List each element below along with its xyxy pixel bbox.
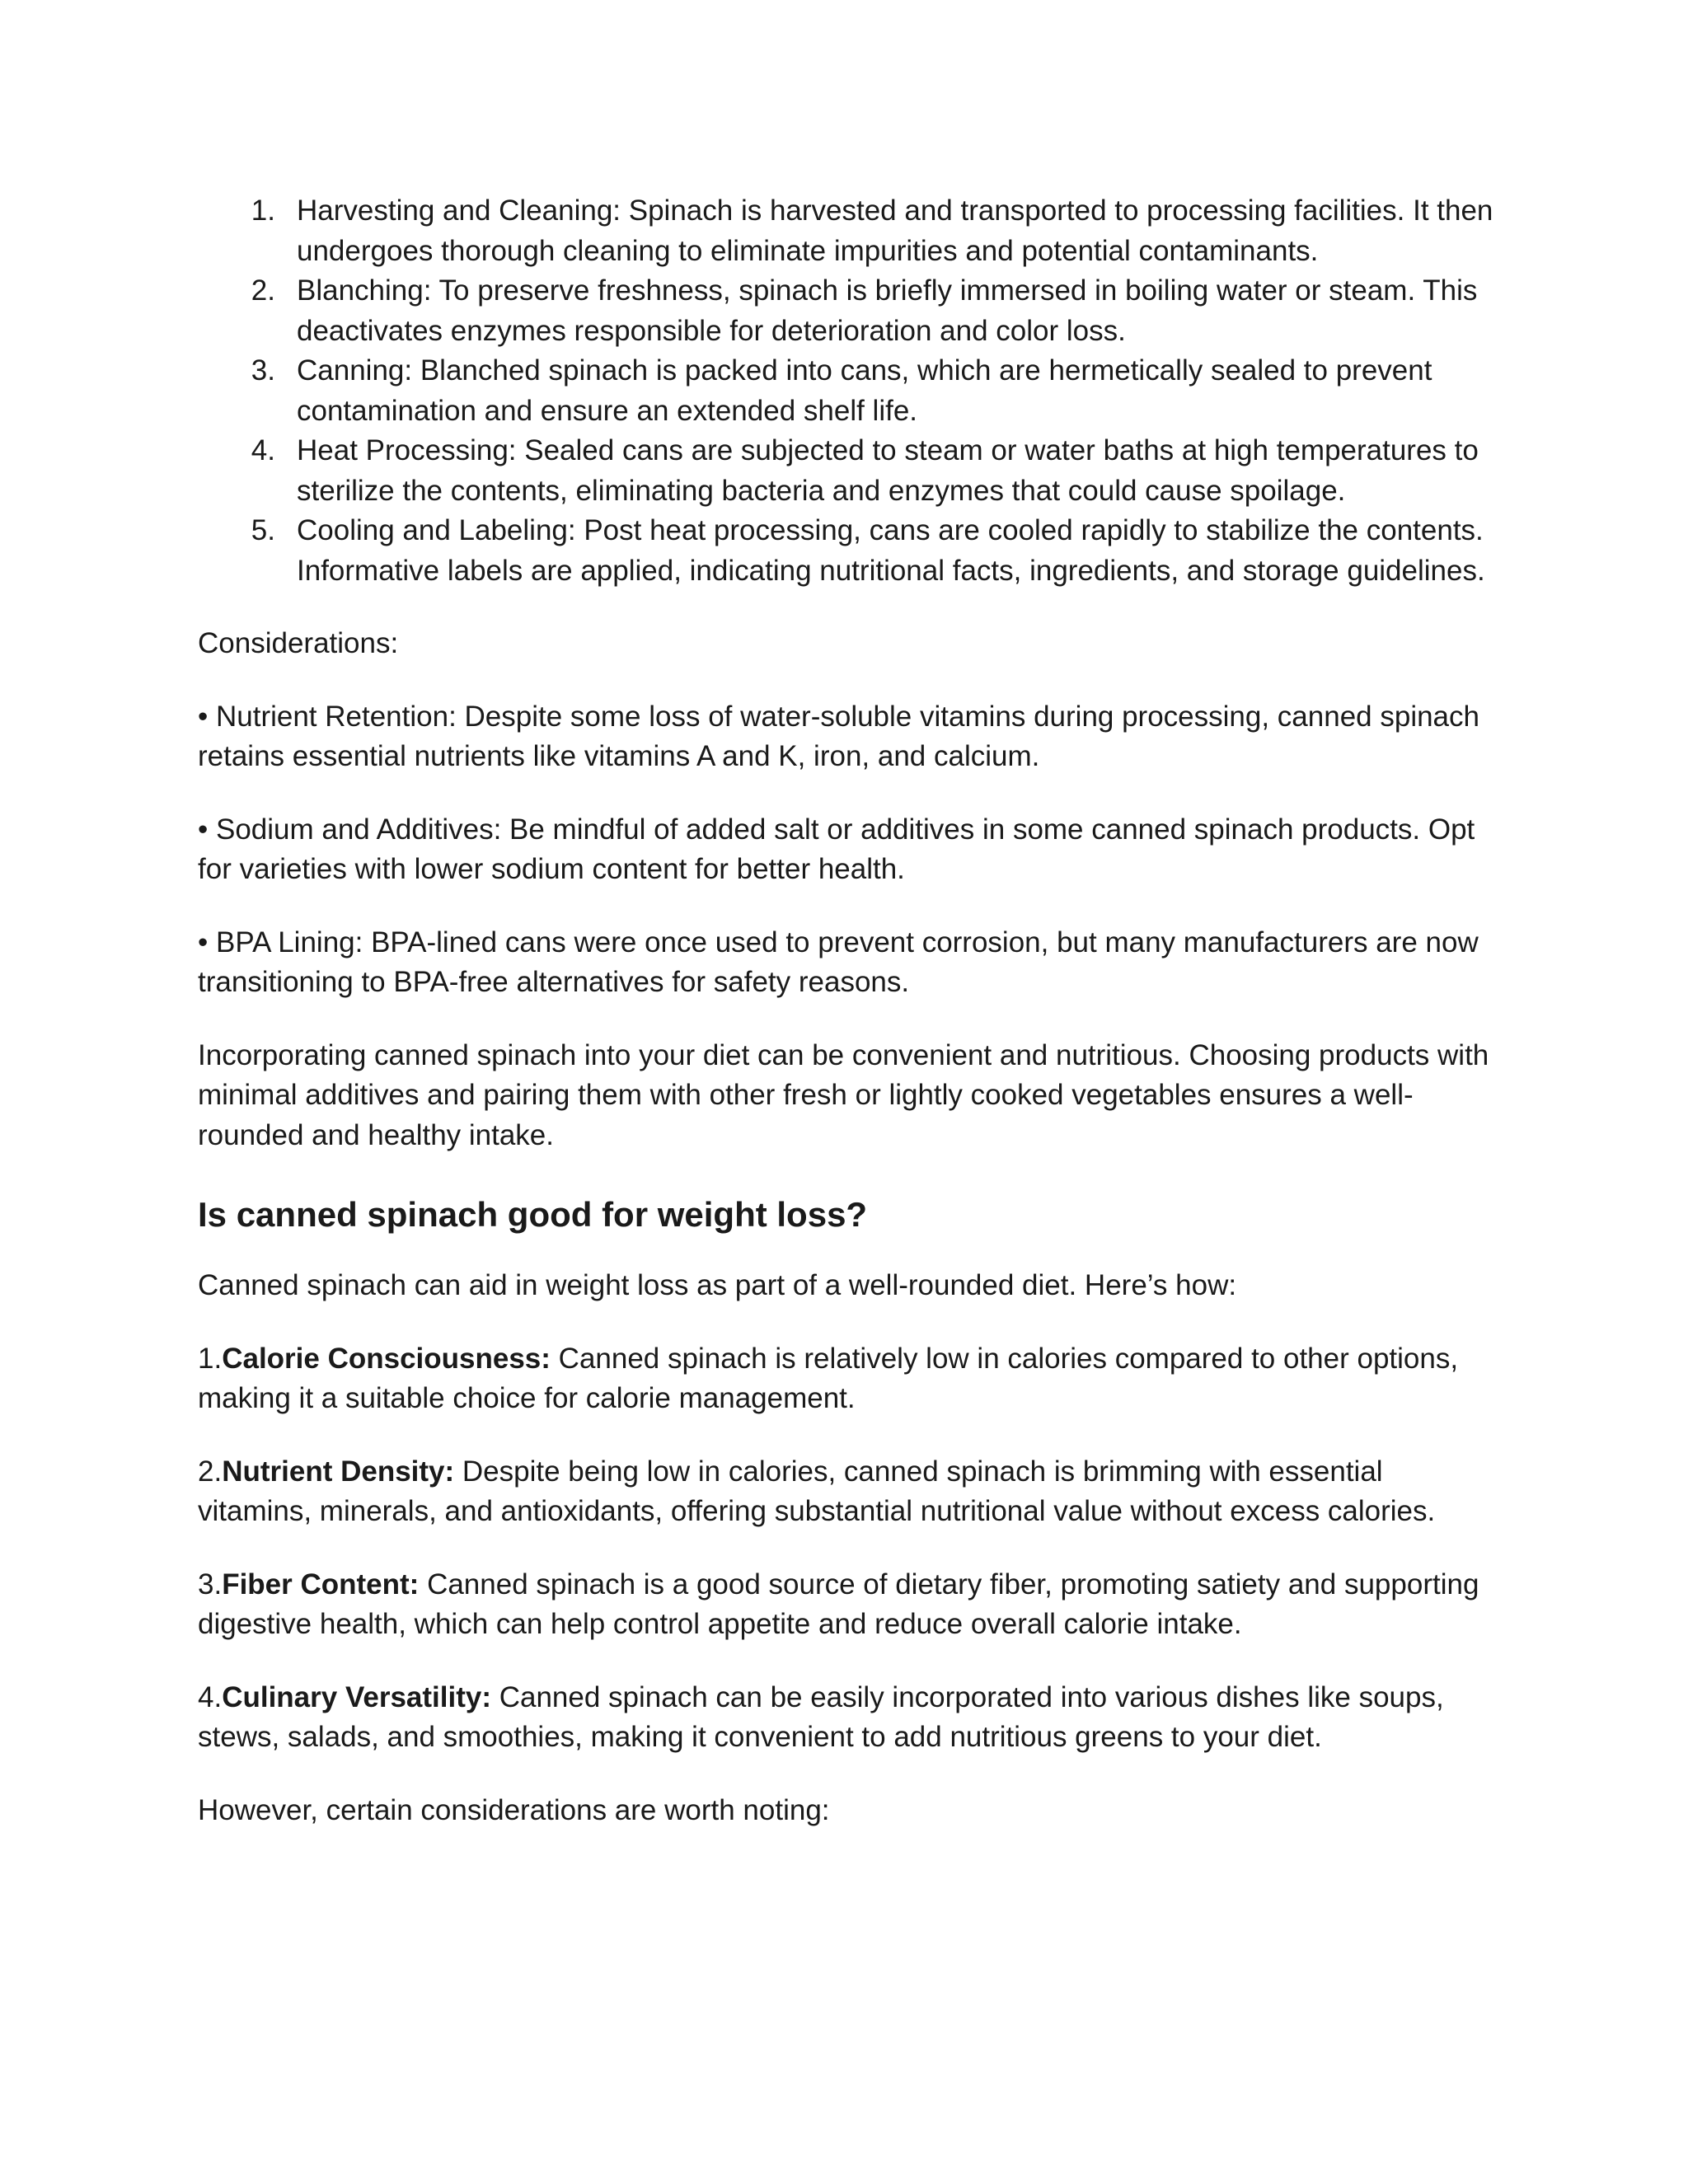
point-text: Canned spinach can be easily incorporated into various dishes like soups, stews, salads, and smoothies, making it convenient to add nutritious greens to your diet. <box>198 1680 1444 1753</box>
weight-loss-point <box>198 1339 1500 1419</box>
section-heading-weight-loss: Is canned spinach good for weight loss? <box>198 1195 868 1234</box>
point-number: 2. <box>198 1455 223 1488</box>
document-body <box>198 191 1500 1830</box>
list-item-text: Canning: Blanched spinach is packed into cans, which are hermetically sealed to prevent contamination and ensure an extended shelf life. <box>297 354 1432 427</box>
list-item <box>198 191 1500 271</box>
considerations-heading: Considerations: <box>198 627 399 659</box>
list-item-text: Harvesting and Cleaning: Spinach is harvested and transported to processing facilities. It then undergoes thorough cleaning to eliminate impurities and potential contaminants. <box>297 194 1493 267</box>
point-number: 4. <box>198 1680 223 1713</box>
point-label: Culinary Versatility: <box>222 1680 491 1713</box>
list-item-number: 4. <box>251 434 275 466</box>
list-item-text: Blanching: To preserve freshness, spinach is briefly immersed in boiling water or steam. This deactivates enzymes responsible for deterioration and color loss. <box>297 274 1478 347</box>
point-text: Canned spinach is a good source of dietary fiber, promoting satiety and supporting digestive health, which can help control appetite and reduce overall calorie intake. <box>198 1568 1479 1640</box>
point-label: Calorie Consciousness: <box>222 1342 551 1375</box>
weight-loss-closing: However, certain considerations are worth noting: <box>198 1793 830 1826</box>
list-item-number: 3. <box>251 354 275 387</box>
list-item-number: 2. <box>251 274 275 307</box>
weight-loss-point <box>198 1452 1500 1532</box>
consideration-bpa-lining: • BPA Lining: BPA-lined cans were once used to prevent corrosion, but many manufacturers are now transitioning to BPA-free alternatives for safety reasons. <box>198 926 1479 998</box>
process-steps-list <box>198 191 1500 591</box>
consideration-sodium-additives: • Sodium and Additives: Be mindful of added salt or additives in some canned spinach products. Opt for varieties with lower sodium content for better health. <box>198 813 1475 885</box>
weight-loss-point <box>198 1565 1500 1645</box>
list-item-number: 1. <box>251 194 275 227</box>
list-item <box>198 431 1500 511</box>
list-item <box>198 351 1500 431</box>
list-item-number: 5. <box>251 514 275 546</box>
list-item <box>198 271 1500 351</box>
point-label: Nutrient Density: <box>222 1455 455 1488</box>
list-item-text: Cooling and Labeling: Post heat processing, cans are cooled rapidly to stabilize the contents. Informative labels are applied, indicating nutritional facts, ingredients, and storage guidelines. <box>297 514 1485 587</box>
point-text: Despite being low in calories, canned spinach is brimming with essential vitamins, minerals, and antioxidants, offering substantial nutritional value without excess calories. <box>198 1455 1436 1527</box>
considerations-conclusion: Incorporating canned spinach into your diet can be convenient and nutritious. Choosing products with minimal additives and pairing them with other fresh or lightly cooked vegetables ensures a well-rounded and healthy intake. <box>198 1038 1489 1151</box>
list-item-text: Heat Processing: Sealed cans are subjected to steam or water baths at high temperatures to sterilize the contents, eliminating bacteria and enzymes that could cause spoilage. <box>297 434 1479 507</box>
consideration-nutrient-retention: • Nutrient Retention: Despite some loss of water-soluble vitamins during processing, canned spinach retains essential nutrients like vitamins A and K, iron, and calcium. <box>198 700 1479 772</box>
weight-loss-point <box>198 1678 1500 1758</box>
weight-loss-intro: Canned spinach can aid in weight loss as part of a well-rounded diet. Here’s how: <box>198 1269 1237 1301</box>
list-item <box>198 511 1500 591</box>
point-label: Fiber Content: <box>222 1568 420 1601</box>
point-number: 3. <box>198 1568 223 1601</box>
point-number: 1. <box>198 1342 223 1375</box>
point-text: Canned spinach is relatively low in calories compared to other options, making it a suitable choice for calorie management. <box>198 1342 1459 1414</box>
